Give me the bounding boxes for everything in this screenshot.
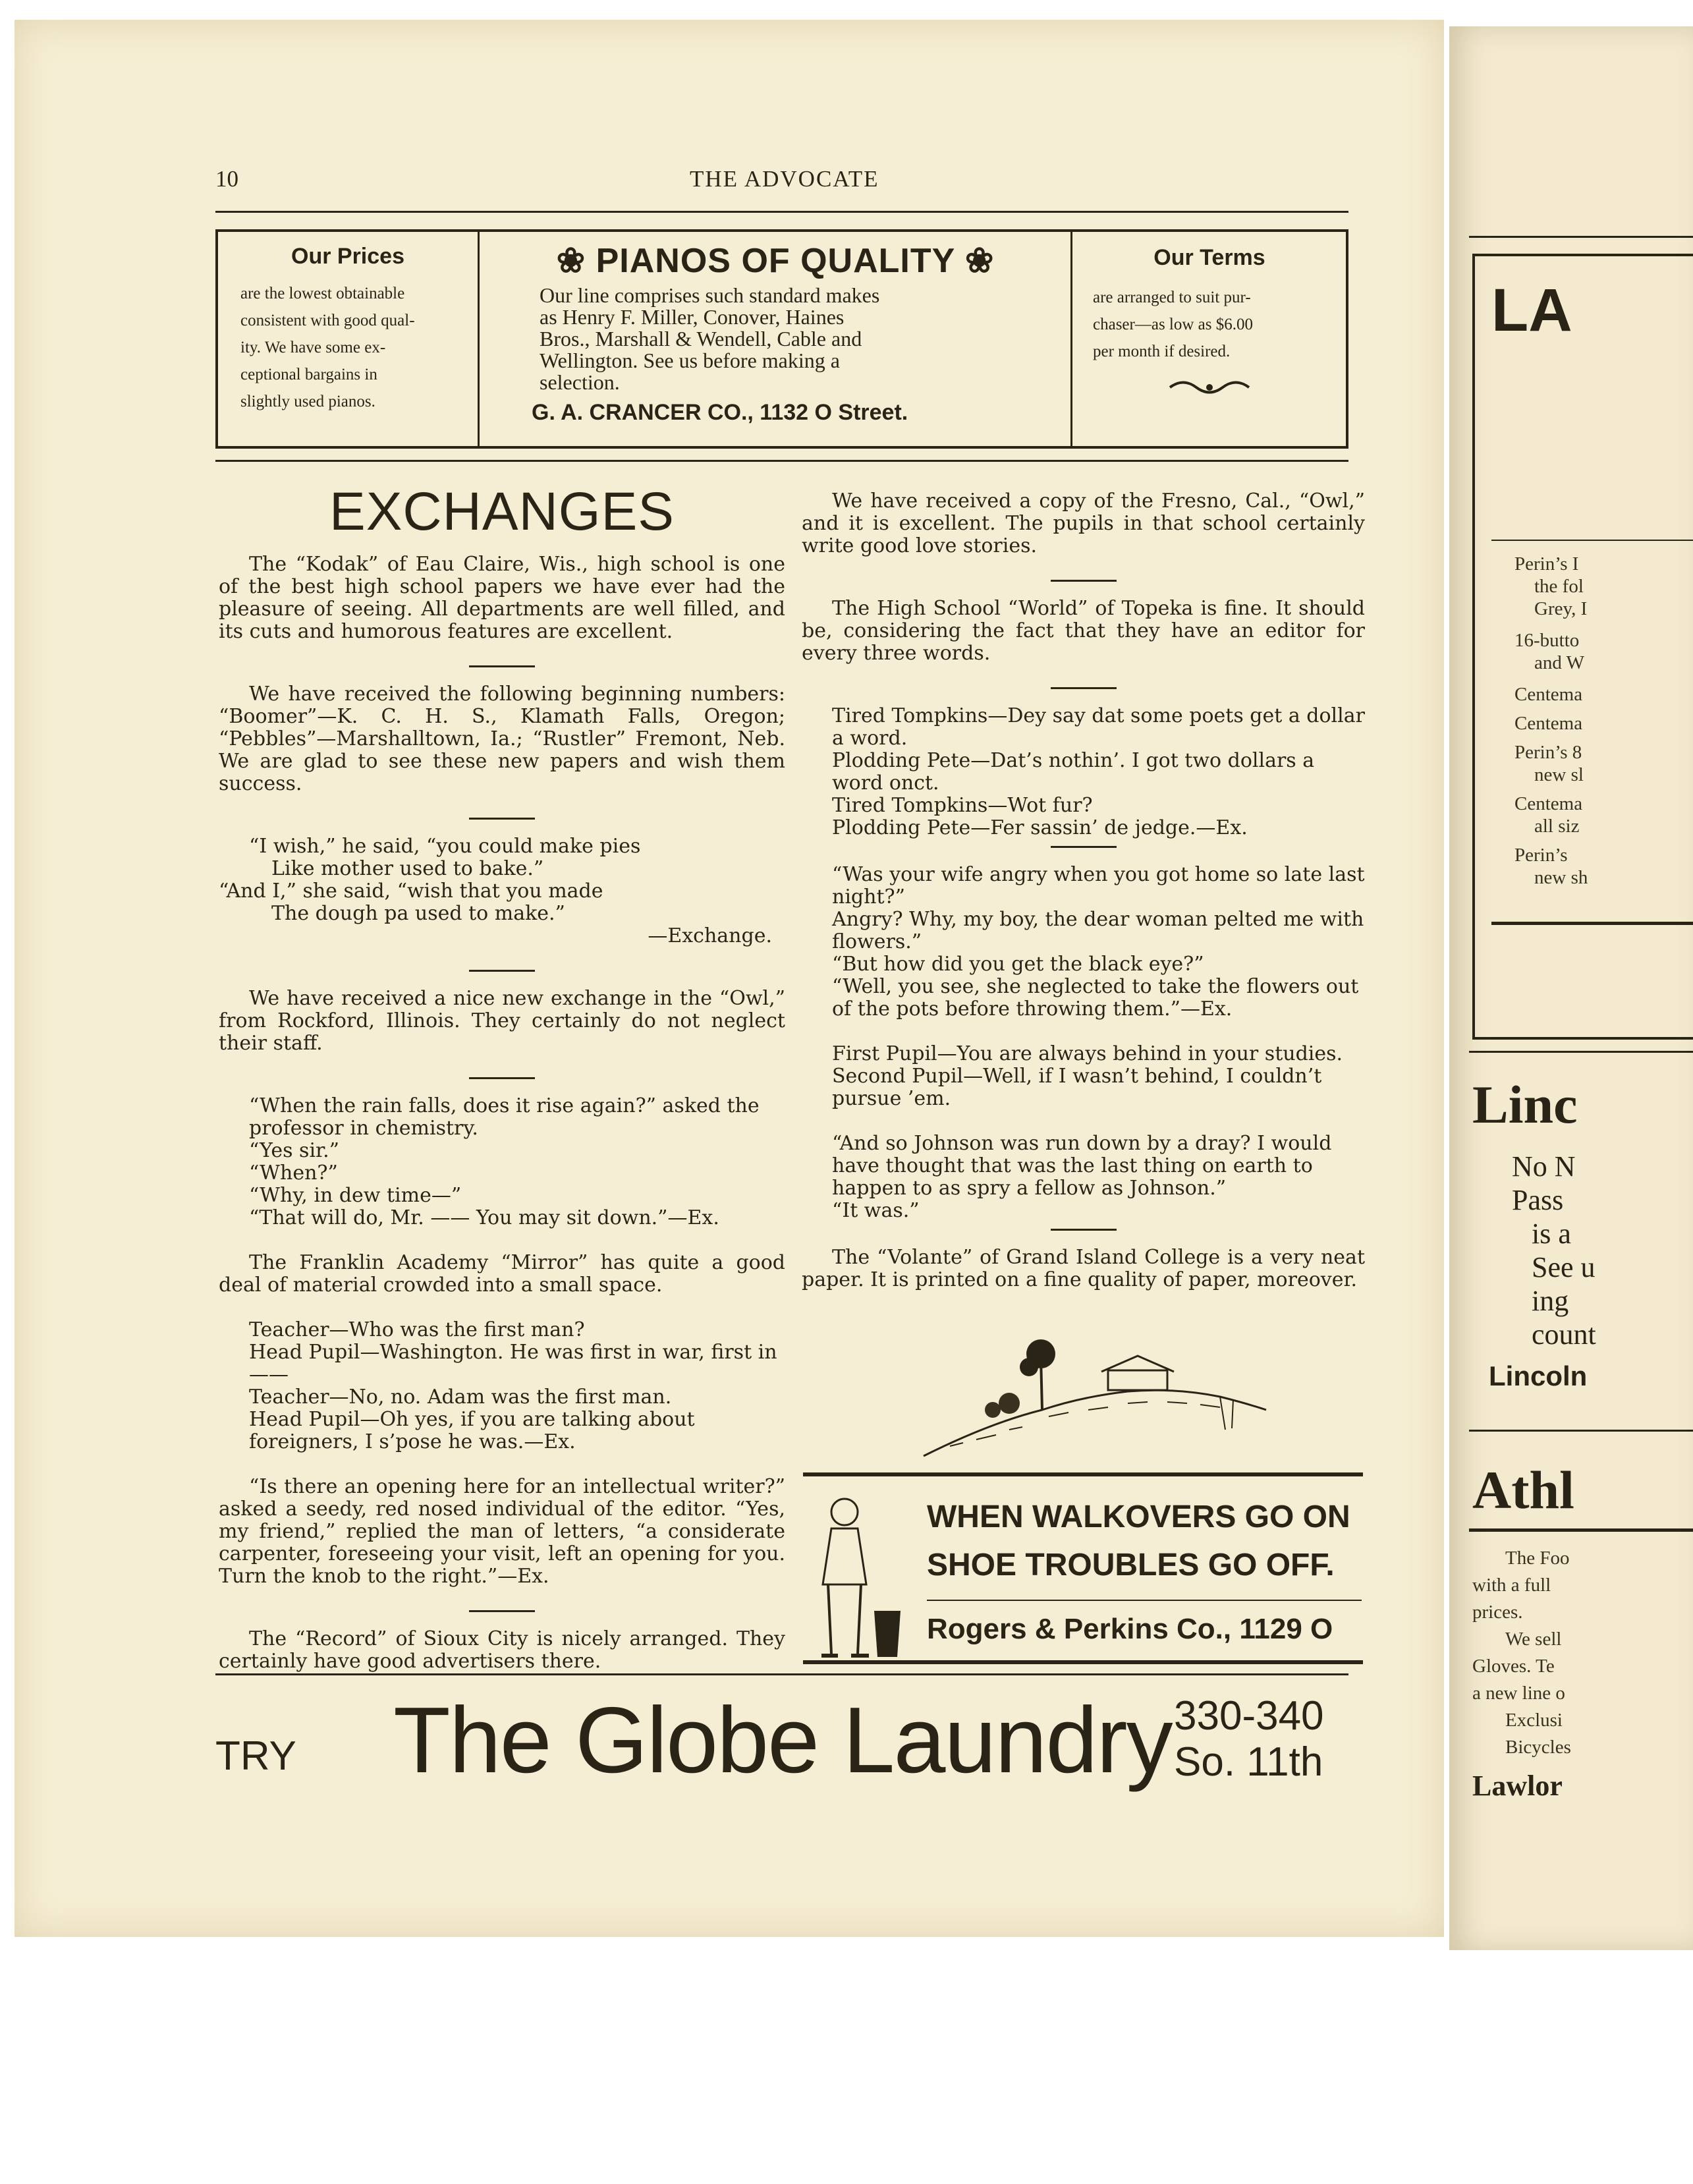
next-ad-title: LA	[1491, 277, 1572, 344]
joke-line: “When?”	[249, 1162, 338, 1185]
walkover-inner-rule	[927, 1600, 1362, 1601]
joke-line: First Pupil—You are always behind in your studies.	[832, 1042, 1343, 1065]
walkover-bottom-rule	[803, 1660, 1363, 1664]
text-line: ity. We have some ex-	[240, 339, 386, 356]
list-item: Centema	[1514, 684, 1583, 705]
text-line: consistent with good qual-	[240, 312, 415, 329]
list-item: new sl	[1534, 764, 1584, 785]
list-item: the fol	[1534, 576, 1584, 597]
section-rule	[215, 460, 1348, 462]
text-line: is a	[1532, 1218, 1571, 1250]
wife-joke	[802, 864, 1365, 1021]
text-line: Exclusi	[1505, 1710, 1563, 1731]
text-line: No N	[1512, 1150, 1576, 1183]
separator-rule	[469, 1610, 535, 1612]
exchanges-left-column	[219, 481, 785, 1695]
separator-rule	[469, 970, 535, 972]
list-item: Centema	[1514, 793, 1583, 814]
joke-line: Head Pupil—Oh yes, if you are talking about foreigners, I s’pose he was.—Ex.	[249, 1408, 695, 1453]
joke-line: “Why, in dew time—”	[249, 1184, 462, 1207]
fresno-paragraph: We have received a copy of the Fresno, Cal., “Owl,” and it is excellent. The pupils in that school certainly write good love stories.	[802, 490, 1365, 557]
try-label: TRY	[215, 1733, 296, 1779]
linc-footer: Lincoln	[1489, 1360, 1588, 1391]
separator-rule	[1051, 1229, 1117, 1231]
our-prices-panel	[218, 244, 478, 415]
next-ad-bottom-rule	[1491, 922, 1693, 925]
volante-paragraph: The “Volante” of Grand Island College is a very neat paper. It is printed on a fine quality of paper, moreover.	[802, 1246, 1365, 1291]
next-ad-box	[1472, 254, 1693, 1040]
street-name: So. 11th	[1174, 1739, 1323, 1785]
list-item: Perin’s	[1514, 845, 1568, 866]
joke-line: “But how did you get the black eye?”	[832, 953, 1204, 976]
text-line: chaser—as low as $6.00	[1093, 316, 1253, 333]
joke-line: Tired Tompkins—Wot fur?	[832, 794, 1093, 817]
spacer	[802, 1021, 1365, 1043]
joke-line: “Well, you see, she neglected to take the flowers out of the pots before throwing them.”—Ex.	[832, 975, 1359, 1021]
man-illustration	[808, 1492, 907, 1664]
tompkins-joke	[802, 705, 1365, 839]
ad-divider-right	[1070, 232, 1072, 446]
teacher-joke	[219, 1319, 785, 1453]
footer-rule	[215, 1673, 1348, 1675]
franklin-paragraph: The Franklin Academy “Mirror” has quite a good deal of material crowded into a small space.	[219, 1251, 785, 1297]
exchanges-heading: EXCHANGES	[329, 482, 675, 542]
text-line: ing	[1532, 1285, 1569, 1317]
walkover-line-2: SHOE TROUBLES GO OFF.	[927, 1548, 1335, 1582]
crancer-address: G. A. CRANCER CO., 1132 O Street.	[532, 400, 908, 425]
ath-rule	[1469, 1528, 1693, 1532]
opening-paragraph: “Is there an opening here for an intellectual writer?” asked a seedy, red nosed individual of the editor. “Yes, my friend,” replied the man of letters, “a considerate carpenter, foreseeing your visit, left an opening for you. Turn the knob to the right.”—Ex.	[219, 1475, 785, 1588]
page-number: 10	[215, 166, 238, 192]
next-header-rule	[1469, 236, 1693, 238]
new-papers-paragraph: We have received the following beginning numbers: “Boomer”—K. C. H. S., Klamath Falls, Oregon; “Pebbles”—Marshalltown, Ia.; “Rustler” Fremont, Neb. We are glad to see these new papers and wish them success.	[219, 683, 785, 795]
list-item: Grey, I	[1534, 598, 1588, 619]
ad-divider-left	[478, 232, 480, 446]
next-ad-rule	[1491, 540, 1693, 541]
text-line: Bicycles	[1505, 1737, 1571, 1758]
ornament-icon: ❀	[556, 242, 586, 280]
joke-line: Second Pupil—Well, if I wasn’t behind, I couldn’t pursue ’em.	[832, 1065, 1322, 1110]
list-item: new sh	[1534, 867, 1588, 888]
joke-line: “Was your wife angry when you got home so late last night?”	[832, 863, 1365, 909]
walkover-line-1: WHEN WALKOVERS GO ON	[927, 1499, 1350, 1534]
text-line: selection.	[540, 370, 620, 394]
pies-poem	[219, 835, 785, 947]
scroll-ornament-icon	[1163, 374, 1256, 401]
owl-paragraph: We have received a nice new exchange in the “Owl,” from Rockford, Illinois. They certainly do not neglect their staff.	[219, 987, 785, 1055]
spacer	[802, 1110, 1365, 1133]
text-line: count	[1532, 1318, 1596, 1351]
text-line: a new line o	[1472, 1683, 1565, 1704]
poem-line: Like mother used to bake.”	[271, 857, 544, 880]
text-line: with a full	[1472, 1575, 1551, 1596]
separator-rule	[1051, 846, 1117, 848]
pianos-title-text: PIANOS OF QUALITY	[596, 242, 955, 280]
johnson-joke	[802, 1133, 1365, 1222]
joke-line: Teacher—Who was the first man?	[249, 1318, 585, 1341]
poem-line: “And I,” she said, “wish that you made	[219, 880, 603, 903]
separator-rule	[469, 1077, 535, 1079]
joke-line: Teacher—No, no. Adam was the first man.	[249, 1386, 672, 1409]
page-10	[14, 20, 1444, 1937]
text-line: are the lowest obtainable	[240, 285, 405, 302]
next-page-fragment	[1449, 26, 1693, 1950]
list-item: Perin’s 8	[1514, 742, 1582, 763]
our-prices-title: Our Prices	[291, 244, 404, 269]
text-line: Wellington. See us before making a	[540, 349, 840, 372]
hill-landscape-illustration	[910, 1331, 1279, 1463]
text-line: We sell	[1505, 1629, 1562, 1650]
text-line: slightly used pianos.	[240, 393, 375, 410]
text-line: as Henry F. Miller, Conover, Haines	[540, 305, 845, 329]
header-rule	[215, 211, 1348, 213]
joke-line: “It was.”	[832, 1199, 920, 1222]
pupil-joke	[802, 1043, 1365, 1110]
rogers-perkins-address: Rogers & Perkins Co., 1129 O	[927, 1613, 1333, 1645]
record-paragraph: The “Record” of Sioux City is nicely arranged. They certainly have good advertisers there.	[219, 1627, 785, 1673]
joke-line: “Yes sir.”	[249, 1139, 339, 1162]
walkover-top-rule	[803, 1472, 1363, 1476]
spacer	[219, 947, 785, 970]
pianos-text	[480, 281, 1070, 393]
joke-line: Tired Tompkins—Dey say dat some poets get a dollar a word.	[832, 704, 1365, 750]
running-title: THE ADVOCATE	[690, 166, 879, 192]
pianos-title	[480, 241, 1070, 281]
next-ad-list	[1514, 553, 1588, 889]
street-number: 330-340	[1174, 1693, 1324, 1739]
spacer	[219, 1453, 785, 1476]
text-line: per month if desired.	[1093, 343, 1231, 360]
globe-laundry-address	[1174, 1693, 1324, 1785]
joke-line: Plodding Pete—Dat’s nothin’. I got two dollars a word onct.	[832, 749, 1315, 795]
piano-ad	[215, 229, 1348, 449]
linc-title: Linc	[1472, 1075, 1578, 1134]
our-terms-panel	[1073, 245, 1346, 401]
globe-laundry-name: The Globe Laundry	[393, 1688, 1172, 1793]
separator-rule	[469, 665, 535, 667]
world-paragraph: The High School “World” of Topeka is fine. It should be, considering the fact that they have an editor for every three words.	[802, 597, 1365, 665]
text-line: prices.	[1472, 1602, 1523, 1623]
ath-text	[1472, 1545, 1571, 1761]
joke-line: “That will do, Mr. —— You may sit down.”—Ex.	[249, 1206, 719, 1229]
linc-top-rule	[1469, 1051, 1693, 1053]
ornament-icon: ❀	[964, 242, 995, 280]
our-terms-title: Our Terms	[1153, 245, 1265, 270]
pianos-panel	[480, 241, 1070, 426]
ath-top-rule	[1469, 1430, 1693, 1432]
text-line: Our line comprises such standard makes	[540, 283, 880, 307]
poem-line: “I wish,” he said, “you could make pies	[249, 835, 641, 858]
text-line: ceptional bargains in	[240, 366, 377, 383]
list-item: Perin’s I	[1514, 553, 1579, 574]
poem-source: —Exchange.	[648, 924, 772, 947]
list-item: Centema	[1514, 713, 1583, 734]
separator-rule	[469, 818, 535, 820]
kodak-paragraph: The “Kodak” of Eau Claire, Wis., high school is one of the best high school papers we have ever had the pleasure of seeing. All departments are well filled, and its cuts and humorous features are excellent.	[219, 553, 785, 643]
joke-line: Plodding Pete—Fer sassin’ de jedge.—Ex.	[832, 816, 1248, 839]
text-line: The Foo	[1505, 1548, 1570, 1569]
text-line: are arranged to suit pur-	[1093, 289, 1251, 306]
list-item: all siz	[1534, 816, 1580, 837]
exchanges-right-column	[802, 490, 1365, 1314]
our-terms-text	[1073, 271, 1346, 365]
ath-title: Athl	[1472, 1460, 1574, 1520]
spacer	[219, 1229, 785, 1252]
joke-line: “And so Johnson was run down by a dray? I would have thought that was the last thing on earth to happen to as spry a fellow as Johnson.”	[832, 1132, 1332, 1200]
joke-line: Head Pupil—Washington. He was first in war, first in——	[249, 1341, 777, 1386]
separator-rule	[1051, 687, 1117, 689]
list-item: 16-butto	[1514, 630, 1580, 651]
text-line: Gloves. Te	[1472, 1656, 1555, 1677]
rain-joke	[219, 1095, 785, 1229]
joke-line: “When the rain falls, does it rise again?” asked the professor in chemistry.	[249, 1094, 760, 1140]
text-line: See u	[1532, 1251, 1596, 1283]
poem-line: The dough pa used to make.”	[271, 902, 565, 925]
text-line: Pass	[1512, 1184, 1564, 1216]
list-item: and W	[1534, 652, 1584, 673]
ath-footer: Lawlor	[1472, 1770, 1563, 1802]
our-prices-text	[218, 269, 478, 415]
linc-text	[1512, 1150, 1596, 1351]
text-line: Bros., Marshall & Wendell, Cable and	[540, 327, 862, 350]
joke-line: Angry? Why, my boy, the dear woman pelted me with flowers.”	[832, 908, 1364, 953]
separator-rule	[1051, 580, 1117, 582]
